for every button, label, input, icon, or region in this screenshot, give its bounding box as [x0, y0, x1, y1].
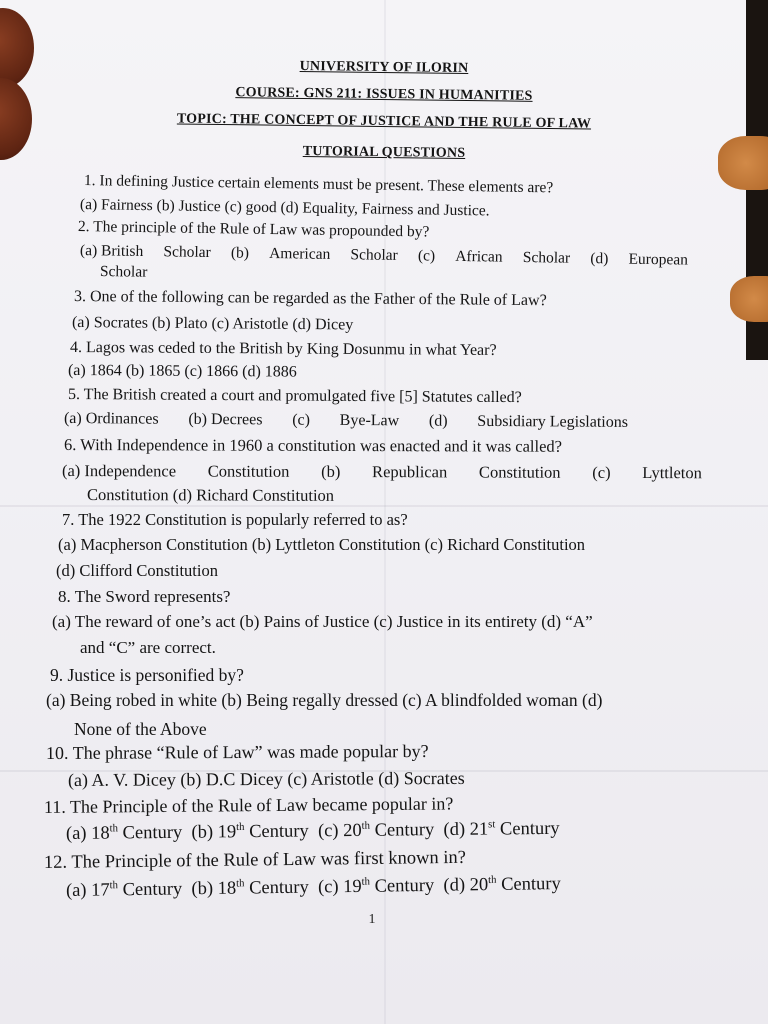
question-12-options: (a) 17th Century (b) 18th Century (c) 19th Century (d) 20th Century — [65, 873, 561, 901]
question-4-options: (a) 1864 (b) 1865 (c) 1866 (d) 1886 — [67, 362, 297, 381]
question-1: 1. In defining Justice certain elements must be present. These elements are? — [83, 172, 554, 197]
question-6-options: (a) Independence Constitution (b) Republican Constitution (c) Lyttleton — [61, 461, 702, 483]
question-2-options: (a) British Scholar (b) American Scholar (c) African Scholar (d) European — [79, 242, 689, 269]
topic-title: TOPIC: THE CONCEPT OF JUSTICE AND THE RULE OF LAW — [176, 111, 592, 132]
question-8-options: (a) The reward of one’s act (b) Pains of Justice (c) Justice in its entirety (d) “A” — [52, 612, 593, 631]
page-number: 1 — [368, 912, 376, 927]
question-9: 9. Justice is personified by? — [50, 665, 244, 685]
right-finger-bottom — [730, 276, 768, 322]
question-11: 11. The Principle of the Rule of Law became popular in? — [43, 793, 454, 817]
question-7: 7. The 1922 Constitution is popularly referred to as? — [62, 510, 408, 529]
question-2-options-continued: Scholar — [99, 263, 148, 281]
question-8-options-continued: and “C” are correct. — [80, 638, 216, 657]
course-title: COURSE: GNS 211: ISSUES IN HUMANITIES — [235, 85, 533, 104]
question-2: 2. The principle of the Rule of Law was propounded by? — [77, 218, 430, 241]
question-4: 4. Lagos was ceded to the British by King Dosunmu in what Year? — [69, 339, 497, 359]
question-6-options-continued: Constitution (d) Richard Constitution — [86, 485, 335, 505]
question-9-options-continued: None of the Above — [74, 719, 207, 739]
question-1-options: (a) Fairness (b) Justice (c) good (d) Equality, Fairness and Justice. — [79, 196, 490, 220]
question-12: 12. The Principle of the Rule of Law was first known in? — [43, 847, 467, 873]
question-9-options: (a) Being robed in white (b) Being regally dressed (c) A blindfolded woman (d) — [46, 690, 603, 710]
tutorial-subtitle: TUTORIAL QUESTIONS — [302, 144, 466, 161]
question-11-options: (a) 18th Century (b) 19th Century (c) 20th Century (d) 21st Century — [65, 818, 560, 844]
question-3-options: (a) Socrates (b) Plato (c) Aristotle (d) Dicey — [71, 314, 354, 334]
question-10: 10. The phrase “Rule of Law” was made popular by? — [45, 740, 429, 763]
question-6: 6. With Independence in 1960 a constitution was enacted and it was called? — [63, 435, 563, 456]
question-7-options-continued: (d) Clifford Constitution — [56, 561, 218, 580]
question-7-options: (a) Macpherson Constitution (b) Lyttleton Constitution (c) Richard Constitution — [58, 535, 586, 554]
question-5: 5. The British created a court and promulgated five [5] Statutes called? — [67, 386, 522, 407]
question-3: 3. One of the following can be regarded as the Father of the Rule of Law? — [73, 288, 547, 310]
university-title: UNIVERSITY OF ILORIN — [299, 58, 469, 77]
question-5-options: (a) Ordinances (b) Decrees (c) Bye-Law (d) Subsidiary Legislations — [63, 410, 629, 431]
question-8: 8. The Sword represents? — [58, 587, 231, 606]
question-10-options: (a) A. V. Dicey (b) D.C Dicey (c) Aristotle (d) Socrates — [67, 767, 465, 790]
